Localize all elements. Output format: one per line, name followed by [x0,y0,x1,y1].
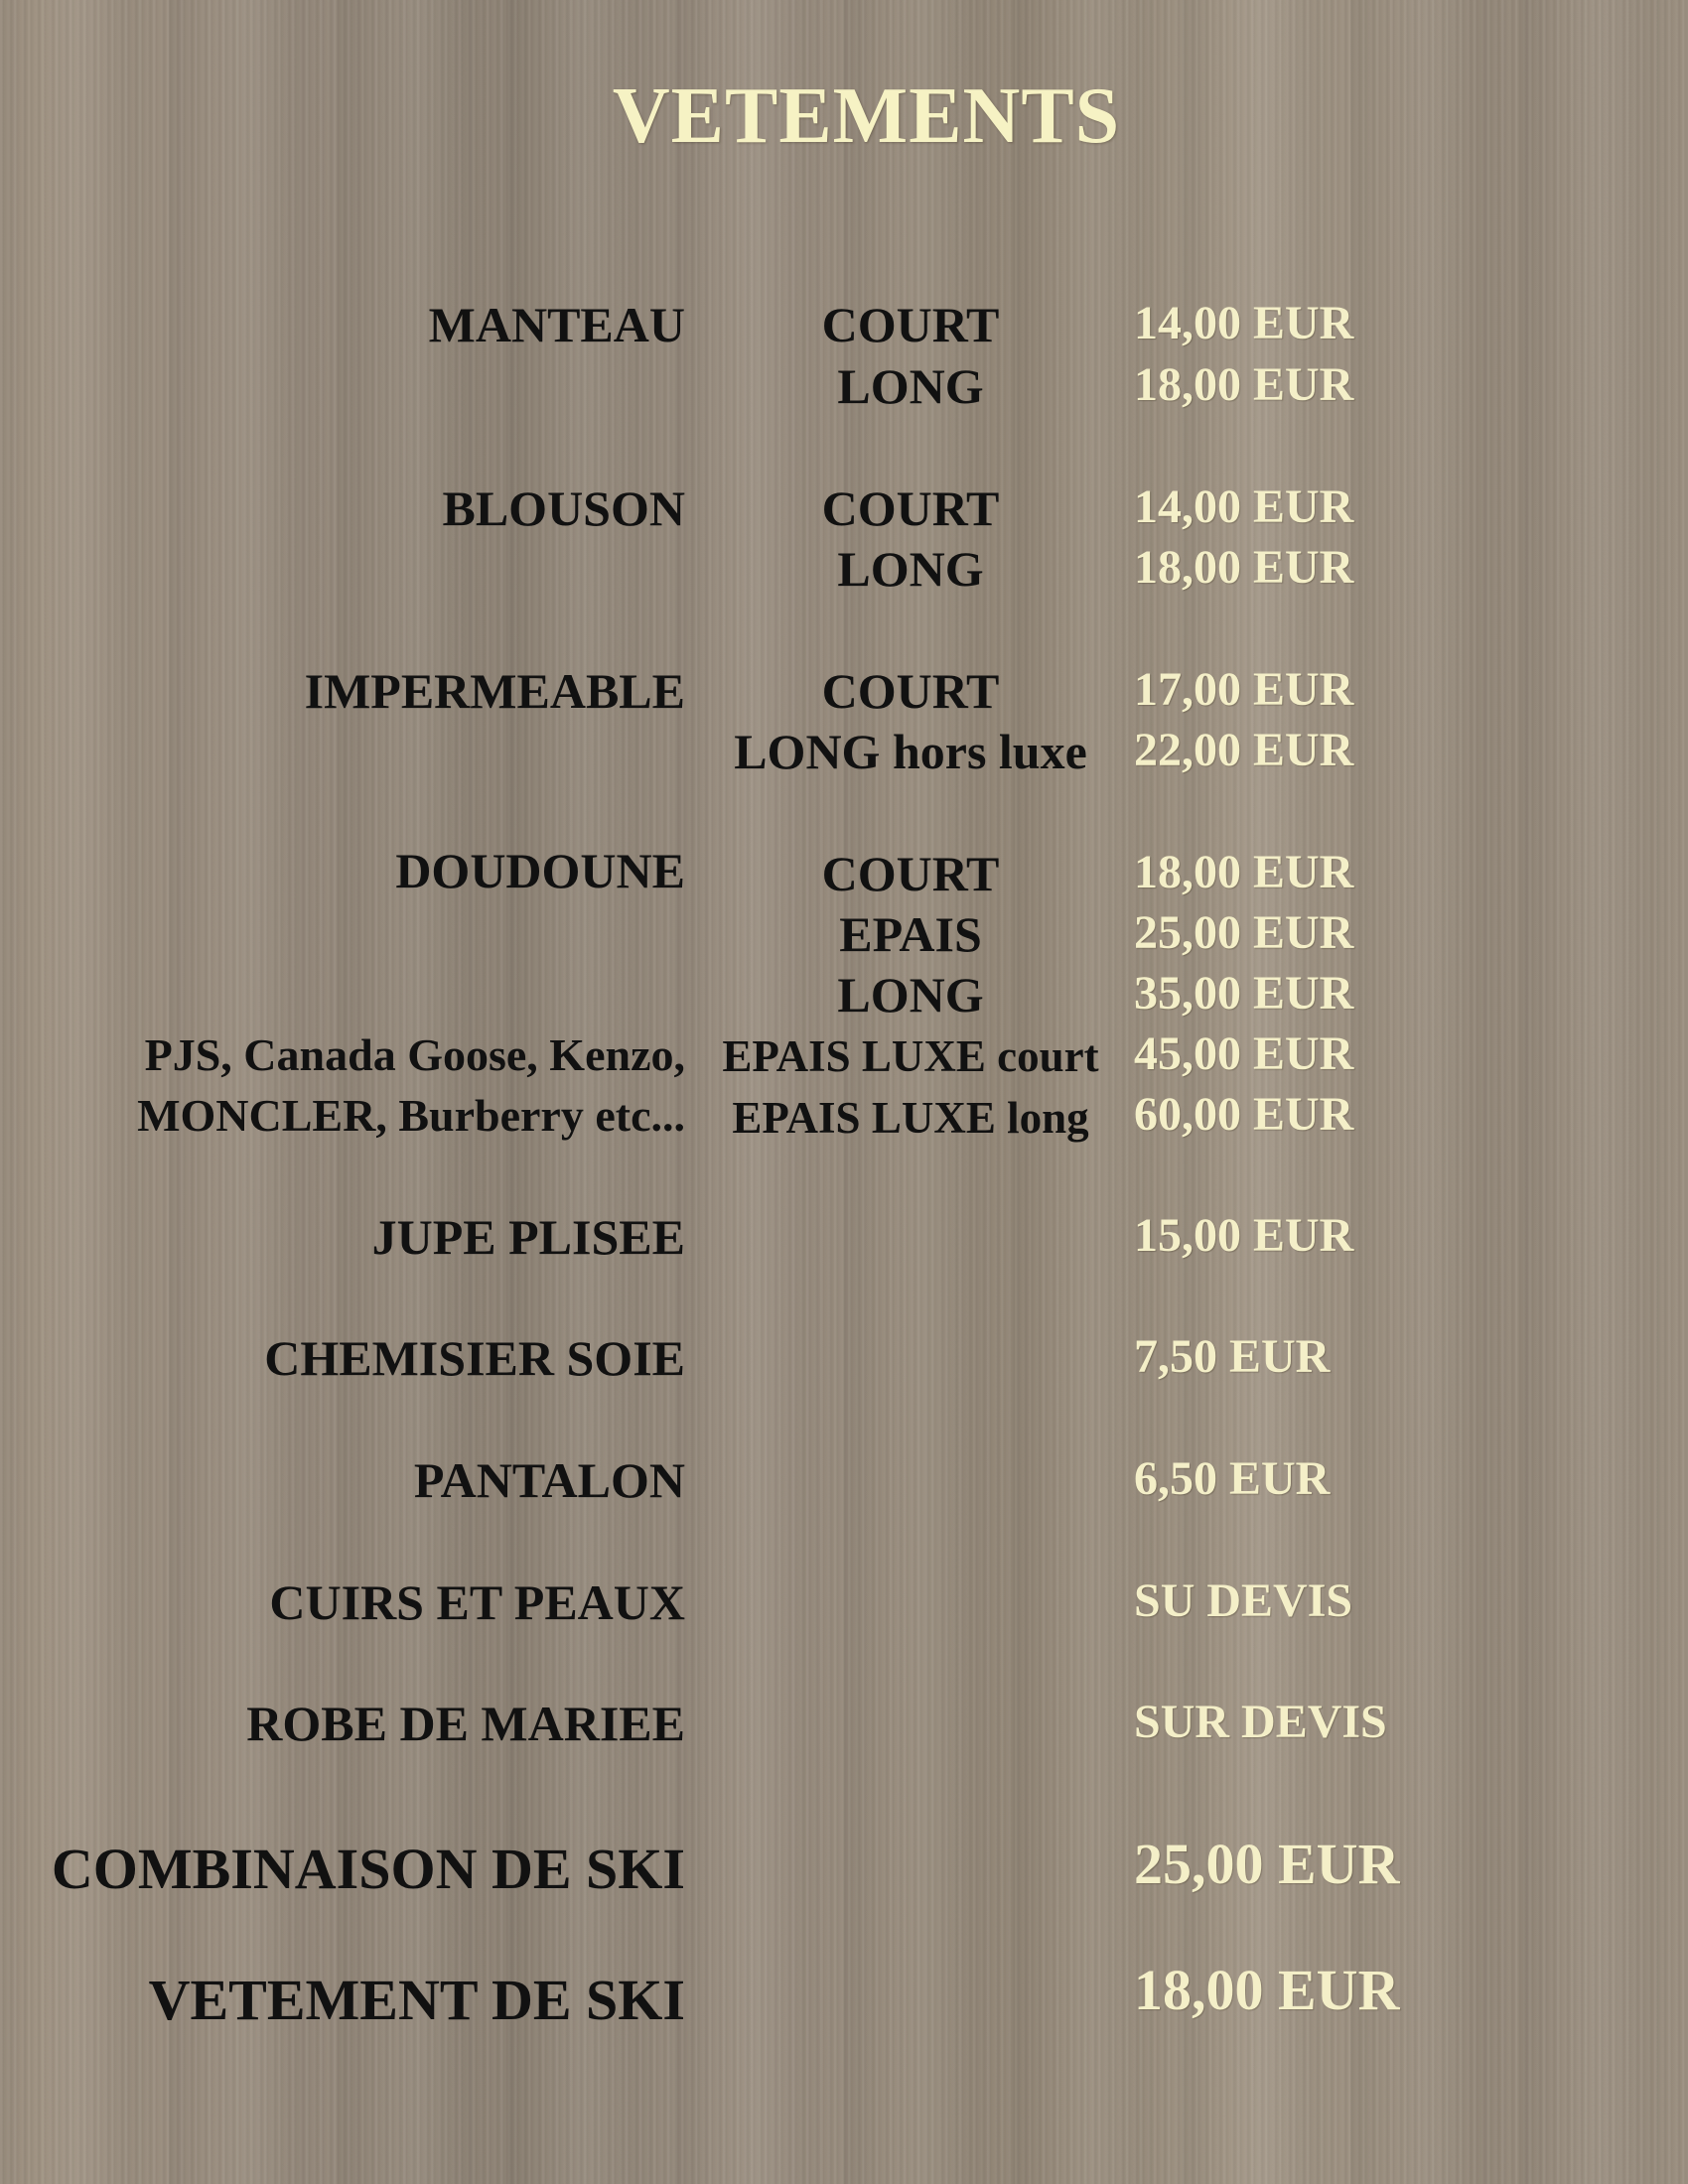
item-price: SUR DEVIS [1134,1696,1387,1748]
item-label-robe: ROBE DE MARIEE [246,1696,685,1751]
variant-name: COURT [821,663,1000,719]
item-label-combinaison: COMBINAISON DE SKI [51,1837,685,1901]
variant-price: 18,00 EUR [1134,846,1354,898]
item-label-blouson: BLOUSON [442,480,685,536]
item-price: 25,00 EUR [1134,1832,1400,1896]
variant-name: LONG [837,541,984,597]
item-price: 6,50 EUR [1134,1452,1331,1505]
variant-price: 14,00 EUR [1134,297,1354,349]
variant-price: 18,00 EUR [1134,358,1354,411]
item-label-chemisier: CHEMISIER SOIE [264,1330,685,1386]
variant-name: COURT [821,297,1000,352]
item-price: 7,50 EUR [1134,1330,1331,1383]
variant-price: 22,00 EUR [1134,724,1354,776]
variant-price: 60,00 EUR [1134,1088,1354,1141]
item-label-doudoune: DOUDOUNE [395,843,685,898]
variant-price: 17,00 EUR [1134,663,1354,716]
variant-price: 25,00 EUR [1134,906,1354,959]
variant-name: EPAIS [839,906,982,962]
item-label-pantalon: PANTALON [413,1452,685,1508]
variant-name: EPAIS LUXE long [732,1093,1089,1143]
variant-name: LONG [837,358,984,414]
variant-price: 35,00 EUR [1134,967,1354,1020]
luxe-brands-note: PJS, Canada Goose, Kenzo, [144,1029,685,1080]
variant-price: 45,00 EUR [1134,1027,1354,1080]
item-price: 18,00 EUR [1134,1958,1400,2022]
page-title: VETEMENTS [612,72,1121,160]
variant-price: 18,00 EUR [1134,541,1354,594]
variant-name: LONG hors luxe [734,724,1087,779]
item-price: SU DEVIS [1134,1574,1353,1627]
variant-name: COURT [821,846,1000,901]
variant-name: EPAIS LUXE court [722,1031,1099,1081]
luxe-brands-note: MONCLER, Burberry etc... [137,1090,685,1141]
variant-price: 14,00 EUR [1134,480,1354,533]
item-price: 15,00 EUR [1134,1209,1354,1262]
item-label-impermeable: IMPERMEABLE [304,663,685,719]
variant-name: LONG [837,967,984,1023]
item-label-cuirs: CUIRS ET PEAUX [269,1574,685,1630]
item-label-jupe: JUPE PLISEE [371,1209,685,1265]
item-label-manteau: MANTEAU [428,297,685,352]
variant-name: COURT [821,480,1000,536]
item-label-vetement-ski: VETEMENT DE SKI [148,1968,685,2032]
